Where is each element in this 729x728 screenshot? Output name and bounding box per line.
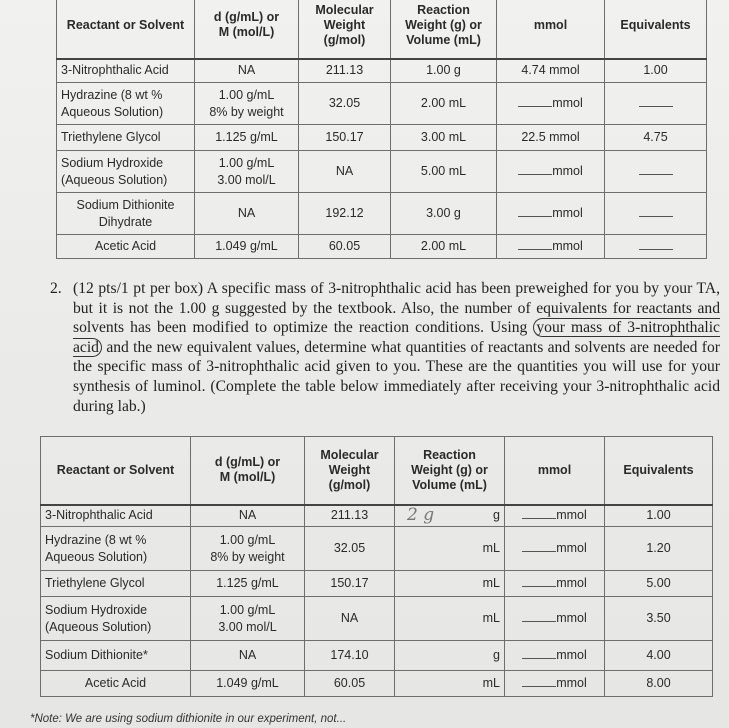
header-density: d (g/mL) or M (mol/L) — [191, 437, 305, 505]
density-value: 1.00 g/mL 8% by weight — [191, 527, 305, 571]
table-row — [57, 59, 707, 83]
mmol-blank[interactable]: mmol — [497, 151, 605, 193]
reactant-name: Sodium Dithionite Dihydrate — [57, 193, 195, 235]
mmol-blank[interactable]: mmol — [505, 505, 605, 527]
density-value: 1.00 g/mL 8% by weight — [195, 83, 299, 125]
density-value: 1.125 g/mL — [191, 571, 305, 597]
header-reactant: Reactant or Solvent — [57, 0, 195, 59]
amount-value: 2.00 mL — [391, 235, 497, 259]
header-equivalents: Equivalents — [605, 437, 713, 505]
header-equivalents: Equivalents — [605, 0, 707, 59]
density-value: 1.125 g/mL — [195, 125, 299, 151]
density-value: NA — [191, 641, 305, 671]
amount-blank[interactable]: mL — [395, 527, 505, 571]
density-value: 1.00 g/mL 3.00 mol/L — [195, 151, 299, 193]
equiv-blank[interactable] — [605, 83, 707, 125]
table-row — [41, 671, 713, 697]
table-header-row — [41, 437, 713, 505]
reactant-name: 3-Nitrophthalic Acid — [57, 59, 195, 83]
table-row — [41, 571, 713, 597]
equiv-blank[interactable] — [605, 193, 707, 235]
reactant-name: Triethylene Glycol — [41, 571, 191, 597]
amount-value: 3.00 g — [391, 193, 497, 235]
equiv-blank[interactable] — [605, 151, 707, 193]
mw-value: NA — [299, 151, 391, 193]
reactant-name: Hydrazine (8 wt % Aqueous Solution) — [41, 527, 191, 571]
equiv-value: 1.00 — [605, 59, 707, 83]
mw-value: 32.05 — [299, 83, 391, 125]
equiv-value: 4.00 — [605, 641, 713, 671]
mw-value: 211.13 — [305, 505, 395, 527]
header-density: d (g/mL) or M (mol/L) — [195, 0, 299, 59]
mmol-value: 22.5 mmol — [497, 125, 605, 151]
mmol-blank[interactable]: mmol — [497, 193, 605, 235]
handwritten-mass: 2 g — [407, 505, 435, 526]
question-2 — [50, 279, 720, 416]
table-row — [41, 597, 713, 641]
circled-phrase: your mass of 3-nitrophthalic acid — [73, 319, 720, 356]
header-mmol: mmol — [497, 0, 605, 59]
reactant-name: 3-Nitrophthalic Acid — [41, 505, 191, 527]
equiv-value: 1.20 — [605, 527, 713, 571]
reactant-name: Sodium Dithionite* — [41, 641, 191, 671]
mmol-blank[interactable]: mmol — [497, 83, 605, 125]
table-row — [41, 641, 713, 671]
reactant-name: Sodium Hydroxide (Aqueous Solution) — [41, 597, 191, 641]
reactant-name: Triethylene Glycol — [57, 125, 195, 151]
density-value: 1.00 g/mL 3.00 mol/L — [191, 597, 305, 641]
amount-value: 2.00 mL — [391, 83, 497, 125]
density-value: NA — [195, 193, 299, 235]
mmol-blank[interactable]: mmol — [505, 641, 605, 671]
amount-value: 5.00 mL — [391, 151, 497, 193]
equiv-value: 3.50 — [605, 597, 713, 641]
mw-value: 150.17 — [305, 571, 395, 597]
table-row — [57, 125, 707, 151]
reactant-name: Acetic Acid — [57, 235, 195, 259]
table-row — [57, 235, 707, 259]
reactant-name: Hydrazine (8 wt % Aqueous Solution) — [57, 83, 195, 125]
equiv-value: 5.00 — [605, 571, 713, 597]
reagent-table-student — [40, 436, 713, 697]
mmol-blank[interactable]: mmol — [505, 571, 605, 597]
header-reaction-amount: Reaction Weight (g) or Volume (mL) — [391, 0, 497, 59]
density-value: NA — [191, 505, 305, 527]
density-value: 1.049 g/mL — [191, 671, 305, 697]
reagent-table-textbook — [56, 0, 707, 259]
amount-value: 1.00 g — [391, 59, 497, 83]
amount-blank[interactable]: mL — [395, 597, 505, 641]
equiv-value: 8.00 — [605, 671, 713, 697]
header-reactant: Reactant or Solvent — [41, 437, 191, 505]
header-mw: Molecular Weight (g/mol) — [305, 437, 395, 505]
table-row — [57, 151, 707, 193]
reactant-name: Sodium Hydroxide (Aqueous Solution) — [57, 151, 195, 193]
mw-value: NA — [305, 597, 395, 641]
mmol-blank[interactable]: mmol — [505, 527, 605, 571]
amount-blank[interactable]: 2 g g — [395, 505, 505, 527]
table-row — [57, 193, 707, 235]
header-mw: Molecular Weight (g/mol) — [299, 0, 391, 59]
equiv-blank[interactable] — [605, 235, 707, 259]
mw-value: 60.05 — [299, 235, 391, 259]
mmol-blank[interactable]: mmol — [505, 671, 605, 697]
question-text: (12 pts/1 pt per box) A specific mass of 3-nitrophthalic acid has been preweighed for you by your TA, but it is not the 1.00 g suggested by the textbook. Also, the number of equivalents for reactants and solvents has been modified to optimize the reaction conditions. Using your mass of 3-nitrophthalic acid and the new equivalent values, determine what quantities of reactants and solvents are needed for the specific mass of 3-nitrophthalic acid given to you. These are the quantities you will use for your synthesis of luminol. (Complete the table below immediately after receiving your 3-nitrophthalic acid during lab.) — [73, 280, 720, 415]
table-row — [57, 83, 707, 125]
header-mmol: mmol — [505, 437, 605, 505]
mw-value: 60.05 — [305, 671, 395, 697]
equiv-value: 4.75 — [605, 125, 707, 151]
mmol-blank[interactable]: mmol — [497, 235, 605, 259]
question-number: 2. — [50, 280, 62, 297]
equiv-value: 1.00 — [605, 505, 713, 527]
amount-blank[interactable]: mL — [395, 571, 505, 597]
mmol-blank[interactable]: mmol — [505, 597, 605, 641]
table-header-row — [57, 0, 707, 59]
mw-value: 174.10 — [305, 641, 395, 671]
reactant-name: Acetic Acid — [41, 671, 191, 697]
header-reaction-amount: Reaction Weight (g) or Volume (mL) — [395, 437, 505, 505]
mw-value: 32.05 — [305, 527, 395, 571]
mmol-value: 4.74 mmol — [497, 59, 605, 83]
density-value: NA — [195, 59, 299, 83]
mw-value: 211.13 — [299, 59, 391, 83]
amount-blank[interactable]: mL — [395, 671, 505, 697]
density-value: 1.049 g/mL — [195, 235, 299, 259]
footnote: *Note: We are using sodium dithionite in our experiment, not... — [30, 713, 347, 725]
amount-value: 3.00 mL — [391, 125, 497, 151]
mw-value: 192.12 — [299, 193, 391, 235]
table-row — [41, 505, 713, 527]
table-row — [41, 527, 713, 571]
amount-blank[interactable]: g — [395, 641, 505, 671]
mw-value: 150.17 — [299, 125, 391, 151]
